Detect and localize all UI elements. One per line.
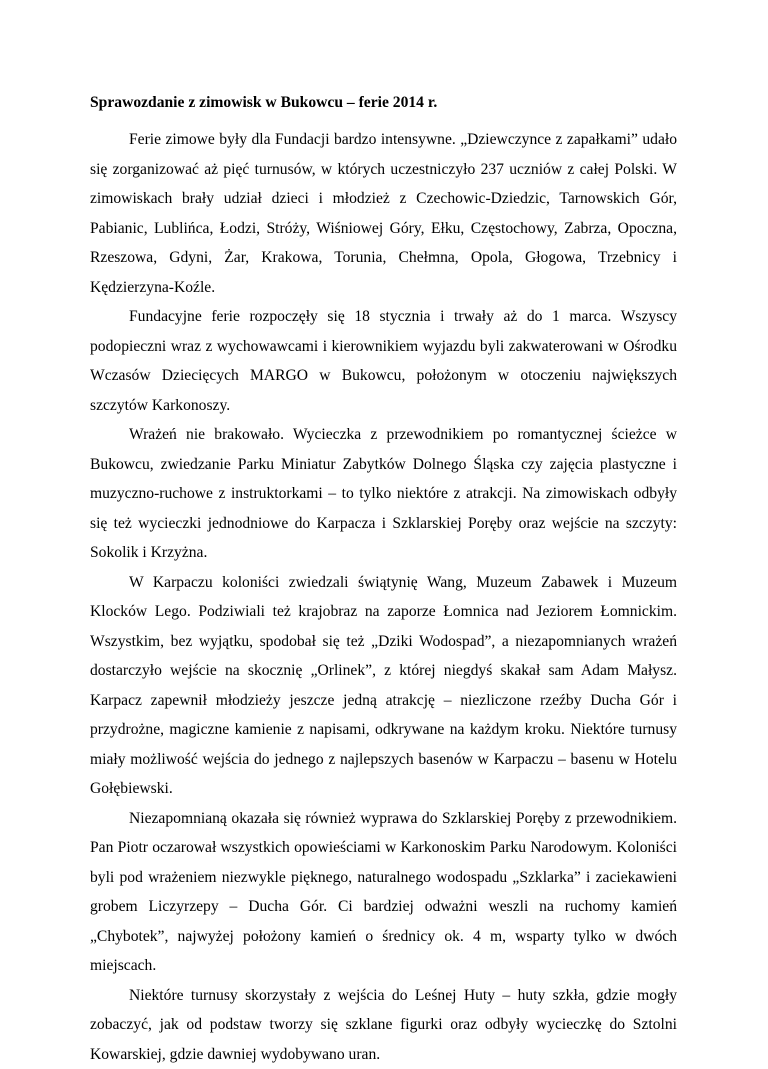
paragraph-1: Ferie zimowe były dla Fundacji bardzo intensywne. „Dziewczynce z zapałkami” udało się zorganizować aż pięć turnusów, w których uczestniczyło 237 uczniów z całej Polski. W zimowiskach brały udział dzieci i młodzież z Czechowic-Dziedzic, Tarnowskich Gór, Pabianic, Lublińca, Łodzi, Stróży, Wiśniowej Góry, Ełku, Częstochowy, Zabrza, Opoczna, Rzeszowa, Gdyni, Żar, Krakowa, Torunia, Chełmna, Opola, Głogowa, Trzebnicy i Kędzierzyna-Koźle. [90,125,677,302]
paragraph-3: Wrażeń nie brakowało. Wycieczka z przewodnikiem po romantycznej ścieżce w Bukowcu, zwiedzanie Parku Miniatur Zabytków Dolnego Śląska czy zajęcia plastyczne i muzyczno-ruchowe z instruktorkami – to tylko niektóre z atrakcji. Na zimowiskach odbyły się też wycieczki jednodniowe do Karpacza i Szklarskiej Poręby oraz wejście na szczyty: Sokolik i Krzyżna. [90,420,677,568]
document-title: Sprawozdanie z zimowisk w Bukowcu – ferie 2014 r. [90,93,677,113]
paragraph-4: W Karpaczu koloniści zwiedzali świątynię Wang, Muzeum Zabawek i Muzeum Klocków Lego. Podziwiali też krajobraz na zaporze Łomnica nad Jeziorem Łomnickim. Wszystkim, bez wyjątku, spodobał się też „Dziki Wodospad”, a niezapomnianych wrażeń dostarczyło wejście na skocznię „Orlinek”, z której niegdyś skakał sam Adam Małysz. Karpacz zapewnił młodzieży jeszcze jedną atrakcję – niezliczone rzeźby Ducha Gór i przydrożne, magiczne kamienie z napisami, odkrywane na każdym kroku. Niektóre turnusy miały możliwość wejścia do jednego z najlepszych basenów w Karpaczu – basenu w Hotelu Gołębiewski. [90,568,677,804]
paragraph-6: Niektóre turnusy skorzystały z wejścia do Leśnej Huty – huty szkła, gdzie mogły zobaczyć, jak od podstaw tworzy się szklane figurki oraz odbyły wycieczkę do Sztolni Kowarskiej, gdzie dawniej wydobywano uran. [90,981,677,1069]
paragraph-2: Fundacyjne ferie rozpoczęły się 18 stycznia i trwały aż do 1 marca. Wszyscy podopieczni wraz z wychowawcami i kierownikiem wyjazdu byli zakwaterowani w Ośrodku Wczasów Dziecięcych MARGO w Bukowcu, położonym w otoczeniu największych szczytów Karkonoszy. [90,302,677,420]
paragraph-5: Niezapomnianą okazała się również wyprawa do Szklarskiej Poręby z przewodnikiem. Pan Piotr oczarował wszystkich opowieściami w Karkonoskim Parku Narodowym. Koloniści byli pod wrażeniem niezwykle pięknego, naturalnego wodospadu „Szklarka” i zaciekawieni grobem Liczyrzepy – Ducha Gór. Ci bardziej odważni weszli na ruchomy kamień „Chybotek”, najwyżej położony kamień o średnicy ok. 4 m, wsparty tylko w dwóch miejscach. [90,804,677,981]
document-page [90,93,677,1069]
